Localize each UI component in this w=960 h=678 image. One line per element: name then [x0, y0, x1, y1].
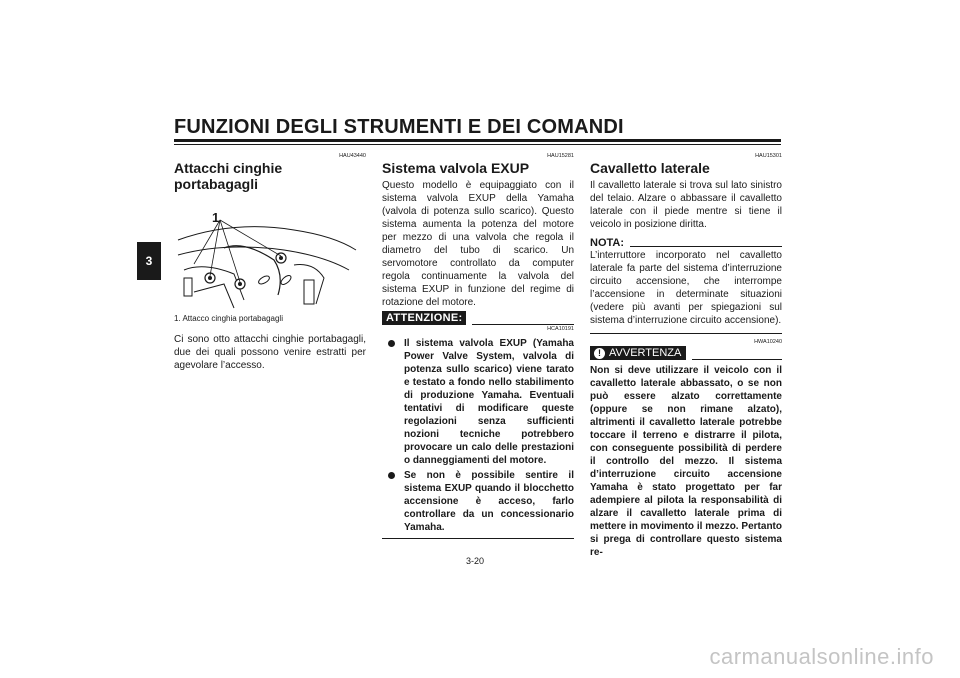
warning-text: Non si deve utilizzare il veicolo con il cavalletto laterale abbassato, o se non può essere alzato correttamente (oppure se non rimane alzato), altrimenti il cavalletto laterale potrebbe toccare il terreno e distrarre il pilota, con conseguente possibilità di perdere il controllo del mezzo. Il sistema d’interruzione circuito accensione Yamaha è stato progettato per far adempiere al pilota la responsabilità di alzare il cavalletto laterale prima di mettere in movimento il mezzo. Pertanto si prega di controllare questo sistema re- — [590, 365, 782, 558]
attention-label: ATTENZIONE: — [382, 311, 466, 325]
luggage-strap-figure — [174, 200, 362, 312]
section-paragraph: Il cavalletto laterale si trova sul lato sinistro del telaio. Alzare o abbassare il cavalletto laterale con il piede mentre si tiene il veicolo in posizione diritta. — [590, 180, 782, 230]
list-item-text: Se non è possibile sentire il sistema EXUP quando il blocchetto accensione è acceso, farlo controllare da un concessionario Yamaha. — [404, 470, 574, 533]
section-exup-valve — [382, 152, 574, 539]
chapter-tab: 3 — [137, 242, 161, 280]
section-sidestand — [590, 152, 782, 559]
attention-header — [382, 311, 574, 325]
section-title: Sistema valvola EXUP — [382, 160, 530, 176]
note-text: L’interruttore incorporato nel cavalletto laterale fa parte del sistema d’interruzione circuito accensione, che interrompe l’accensione in determinate situazioni (vedere più avanti per spiegazioni sul sistema d’interruzione circuito accensione). — [590, 250, 782, 326]
section-code: HAU15301 — [755, 153, 782, 159]
section-title: Cavalletto laterale — [590, 160, 710, 176]
bullet-icon — [388, 340, 395, 347]
warning-header — [590, 346, 782, 360]
list-item-text: Il sistema valvola EXUP (Yamaha Power Valve System, valvola di potenza sullo scarico) viene tarato e testato a fondo nello stabilimento di produzione Yamaha. Eventuali tentativi di modificare queste regolazioni senza sufficienti nozioni tecniche potrebbero provocare un calo delle prestazioni o danneggiamenti del motore. — [404, 338, 574, 466]
section-paragraph: Questo modello è equipaggiato con il sistema valvola EXUP della Yamaha (valvola di potenza sullo scarico). Questo sistema aumenta la potenza del motore per mezzo di una valvola che regola il diametro del tubo di scarico. Un servomotore controllato da computer regola continuamente la valvola del sistema EXUP in funzione del regime di rotazione del motore. — [382, 180, 574, 308]
warning-exclamation-icon: ! — [594, 348, 605, 359]
header-rule — [174, 139, 781, 142]
watermark: carmanualsonline.info — [709, 644, 934, 669]
page-header-title: FUNZIONI DEGLI STRUMENTI E DEI COMANDI — [174, 116, 624, 138]
motorcycle-seat-illustration — [174, 200, 362, 312]
warning-rule — [692, 359, 782, 360]
attention-code: HCA10191 — [547, 326, 574, 332]
attention-end-rule — [382, 538, 574, 539]
section-title: Attacchi cinghie portabagagli — [174, 160, 283, 192]
note-end-rule — [590, 333, 782, 334]
list-item — [382, 337, 574, 467]
warning-code: HWA10240 — [754, 339, 782, 345]
warning-label: AVVERTENZA — [609, 347, 682, 359]
section-code: HAU15281 — [547, 153, 574, 159]
note-rule — [630, 246, 782, 247]
warning-label-box — [590, 346, 686, 360]
section-luggage-strap-holders — [174, 152, 366, 372]
figure-caption: 1. Attacco cinghia portabagagli — [174, 314, 283, 323]
list-item — [382, 469, 574, 534]
figure-callout-number: 1 — [212, 210, 220, 225]
page-number: 3-20 — [466, 556, 485, 566]
note-header — [590, 237, 782, 249]
attention-bullet-list — [382, 337, 574, 534]
section-code: HAU43440 — [339, 153, 366, 159]
bullet-icon — [388, 472, 395, 479]
section-paragraph: Ci sono otto attacchi cinghie portabagagli, due dei quali possono venire estratti per agevolare l’accesso. — [174, 334, 366, 371]
header-rule-thin — [174, 144, 781, 145]
note-label: NOTA: — [590, 237, 625, 249]
